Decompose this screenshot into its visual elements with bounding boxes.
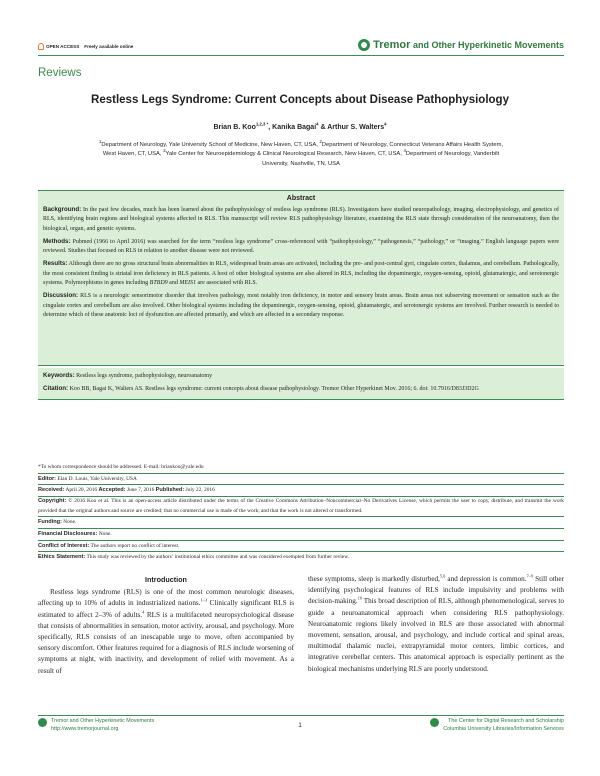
affil-4-cont: University, Nashville, TN, USA bbox=[262, 160, 340, 167]
footer-publisher-dept: Columbia University Libraries/Information Services bbox=[443, 726, 564, 732]
page-title: Restless Legs Syndrome: Current Concepts about Disease Pathophysiology bbox=[91, 94, 509, 106]
header-divider bbox=[38, 55, 564, 56]
editor-value: Elan D. Louis, Yale University, USA bbox=[57, 475, 137, 482]
results-gene-1: BTBD9 bbox=[149, 280, 168, 287]
footer-right-text bbox=[443, 717, 564, 733]
accepted-label: Accepted: bbox=[98, 487, 126, 494]
intro-paragraph-2 bbox=[308, 574, 564, 675]
intro-p1-c: RLS is a multifaceted neuropsychological disease that consists of abnormalities in sensation, motor activity, arousal, and psychology. More specifically, RLS consists of an inescapable urge to move, often accompanied by sensory discomfort. Other features required for a diagnosis of RLS include worsening of symptoms at night, with inactivity, and development of relief with movement. As a result of bbox=[38, 610, 294, 675]
footer-publisher: The Center for Digital Research and Scholarship bbox=[448, 718, 564, 724]
author-3: Arthur S. Walters bbox=[327, 124, 385, 131]
background-text: In the past few decades, much has been learned about the pathophysiology of restless legs syndrome (RLS). Investigators have studied neuropathology, imaging, electrophysiology, and genetics of RLS, identifying brain regions and biological systems affected in RLS. This manuscript will review RLS pathophysiology literature, examining the RLS state through consideration of the neuroanatomy, then the biological, organ, and genetic systems. bbox=[43, 207, 559, 232]
author-1-affil: 1,2,3 * bbox=[255, 121, 269, 127]
footer-journal-name: Tremor and Other Hyperkinetic Movements bbox=[51, 718, 155, 724]
section-label: Reviews bbox=[38, 67, 82, 79]
journal-name-rest: and Other Hyperkinetic Movements bbox=[412, 40, 564, 50]
journal-name-main: Tremor bbox=[373, 39, 411, 51]
intro-p2-ref-1: 5,6 bbox=[439, 573, 446, 579]
correspondence: *To whom correspondence should be addressed. E-mail: briankoo@yale.edu bbox=[38, 464, 204, 470]
author-1: Brian B. Koo bbox=[213, 124, 256, 131]
intro-paragraph-1 bbox=[38, 587, 294, 677]
background-label: Background: bbox=[43, 206, 82, 213]
citation-line bbox=[43, 384, 559, 394]
affiliations bbox=[38, 141, 564, 169]
results-text-2: and bbox=[167, 280, 180, 287]
open-access-label: OPEN ACCESS bbox=[46, 44, 80, 49]
affil-3-num: 3 bbox=[163, 148, 166, 154]
editor-line bbox=[38, 474, 564, 485]
citation-label: Citation: bbox=[43, 385, 69, 393]
abstract-methods bbox=[43, 237, 559, 257]
open-access-lock-icon bbox=[38, 43, 44, 50]
abstract-results bbox=[43, 259, 559, 288]
abstract-background bbox=[43, 205, 559, 234]
affil-2-cont: West Haven, CT, USA, bbox=[102, 151, 162, 158]
published-value: July 22, 2016 bbox=[185, 487, 215, 494]
abstract-heading: Abstract bbox=[286, 195, 316, 202]
intro-p2-d: This broad description of RLS, although phenomenological, serves to guide a neuroanatomical approach when considering RLS pathophysiology. Neuroanatomic regions likely involved in RLS are those associated with abnormal movement, sensation, arousal, and psychology, and include cortical and spinal areas, multimodal thalamic nuclei, extrapyramidal motor centers, limbic cortices, and integrative cerebellar centers. This anatomical approach is especially pertinent as the biological mechanisms underlying RLS are poorly understood. bbox=[308, 597, 564, 673]
results-text-3: are associated with RLS. bbox=[196, 280, 258, 287]
cdrs-logo-icon bbox=[430, 718, 439, 727]
affil-4: Department of Neurology, Vanderbilt bbox=[405, 151, 500, 158]
author-2-affil: 4 bbox=[316, 121, 319, 127]
intro-p2-b: and depression is common. bbox=[445, 575, 527, 583]
intro-p2-a: these symptoms, sleep is markedly disturbed, bbox=[308, 575, 440, 583]
abstract-box bbox=[38, 190, 564, 366]
received-label: Received: bbox=[38, 487, 65, 494]
methods-text: Pubmed (1966 to April 2016) was searched for the term “restless legs syndrome” cross-referenced with “pathophysiology,” “pathogenesis,” “pathology,” or “imaging.” English language papers were reviewed. Studies that focused on RLS in relation to another disease were not reviewed. bbox=[43, 238, 559, 255]
author-2: Kanika Bagai bbox=[272, 124, 317, 131]
citation-text: Koo BB, Bagai K, Walters AS. Restless legs syndrome: current concepts about disease pathophysiology. Tremor Other Hyperkinet Mov. 2016; 6. doi: 10.7916/D83J3D2G bbox=[69, 386, 479, 393]
disclosures-label: Financial Disclosures: bbox=[38, 530, 98, 537]
abstract-discussion bbox=[43, 291, 559, 320]
dates-line bbox=[38, 485, 564, 496]
disclosures-value: None. bbox=[98, 530, 112, 537]
results-label: Results: bbox=[43, 260, 68, 268]
open-access-badge bbox=[38, 43, 133, 50]
article-metadata bbox=[38, 462, 564, 563]
footer-journal-url[interactable]: http://www.tremorjournal.org bbox=[51, 726, 119, 732]
conflict-value: The authors report no conflict of interest. bbox=[90, 542, 180, 549]
copyright-label: Copyright: bbox=[38, 497, 67, 504]
intro-p1-a: Restless legs syndrome (RLS) is one of the most common neurologic diseases, affecting up to 10% of adults in industrialized nations. bbox=[38, 588, 294, 608]
received-value: April 20, 2016 bbox=[65, 487, 98, 494]
author-3-affil: 4 bbox=[384, 121, 387, 127]
conflict-label: Conflict of Interest: bbox=[38, 542, 90, 549]
introduction-heading: Introduction bbox=[145, 575, 187, 584]
copyright-line bbox=[38, 497, 564, 517]
funding-line bbox=[38, 517, 564, 528]
ethics-line bbox=[38, 552, 564, 563]
affil-2-num: 2 bbox=[319, 139, 322, 145]
affil-1: Department of Neurology, Yale University School of Medicine, New Haven, CT, USA, bbox=[101, 142, 318, 148]
copyright-value: © 2016 Koo et al. This is an open-access article distributed under the terms of the Creative Commons Attribution–Noncommercial–No Derivatives License, which permits the user to copy, distribute, and transmit the work provided that the original authors and source are credited; that no commercial use is made of the work; and that the work is not altered or transformed. bbox=[38, 497, 564, 514]
page-number: 1 bbox=[298, 722, 302, 729]
ethics-label: Ethics Statement: bbox=[38, 554, 86, 561]
body-column-right bbox=[308, 574, 564, 675]
author-sep-2: & bbox=[318, 124, 328, 131]
funding-value: None. bbox=[63, 519, 77, 526]
conflict-line bbox=[38, 541, 564, 552]
intro-p2-c: Still other identifying psychological features of RLS include impulsivity and problems with decision-making. bbox=[308, 575, 564, 606]
intro-p1-ref-2: 4 bbox=[142, 609, 145, 615]
published-label: Published: bbox=[155, 487, 185, 494]
accepted-value: June 7, 2016 bbox=[126, 487, 155, 494]
affil-3: Yale Center for Neuroepidemiology & Clinical Neurological Research, New Haven, CT, USA, bbox=[165, 151, 402, 158]
keywords-box bbox=[38, 368, 564, 400]
affil-2: Department of Neurology, Connecticut Veterans Affairs Health System, bbox=[321, 142, 504, 148]
methods-label: Methods: bbox=[43, 237, 71, 245]
footer-right bbox=[430, 717, 564, 733]
affil-1-num: 1 bbox=[98, 139, 102, 145]
discussion-text: RLS is a neurologic sensorimotor disorder that involves pathology, most notably iron deficiency, in motor and sensory brain areas. Brain areas not subserving movement or sensation such as the cingulate cortex and cerebellum are also involved. Other biological systems including the dopaminergic, oxygen-sensing, opioid, glutamatergic, and serotonergic systems are involved. Further research is needed to determine which of these anatomic loci of dysfunction are affected primarily, and which are affected in a secondary response. bbox=[43, 293, 560, 318]
results-gene-2: MEIS1 bbox=[179, 280, 197, 287]
keywords-text: Restless legs syndrome, pathophysiology, neuroanatomy bbox=[76, 373, 213, 379]
ethics-value: This study was reviewed by the authors’ institutional ethics committee and was considered exempted from further review. bbox=[86, 554, 350, 561]
body-column-left bbox=[38, 574, 294, 677]
intro-p1-b: Clinically significant RLS is estimated to affect 2–3% of adults. bbox=[38, 599, 294, 619]
journal-name bbox=[373, 39, 564, 51]
discussion-label: Discussion: bbox=[43, 292, 79, 300]
journal-logo bbox=[358, 39, 564, 51]
editor-label: Editor: bbox=[38, 475, 57, 482]
journal-circle-icon bbox=[358, 39, 370, 51]
intro-p2-ref-3: 10 bbox=[357, 596, 362, 602]
keywords-label: Keywords: bbox=[43, 372, 75, 379]
results-text-1: Although there are no gross structural brain abnormalities in RLS, widespread brain areas are activated, including the pre- and post-central gyri, cingulate cortex, thalamus, and cerebellum. Pathologically, the most consistent finding is striatal iron deficiency in RLS patients. A host of other biological systems are also altered in RLS, including the dopaminergic, oxygen-sensing, opioid, glutamatergic, and serotonergic systems. Polymorphisms in genes including bbox=[43, 261, 560, 287]
intro-p1-ref-1: 1–3 bbox=[200, 598, 207, 604]
keywords-line bbox=[43, 371, 559, 381]
footer-divider bbox=[38, 715, 564, 716]
affil-4-num: 4 bbox=[403, 148, 406, 154]
authors-line bbox=[0, 121, 600, 131]
disclosures-line bbox=[38, 529, 564, 540]
author-sep-1: , bbox=[268, 124, 273, 131]
intro-p2-ref-2: 7–9 bbox=[526, 573, 534, 579]
funding-label: Funding: bbox=[38, 519, 62, 526]
freely-available-label: Freely available online bbox=[84, 44, 134, 49]
